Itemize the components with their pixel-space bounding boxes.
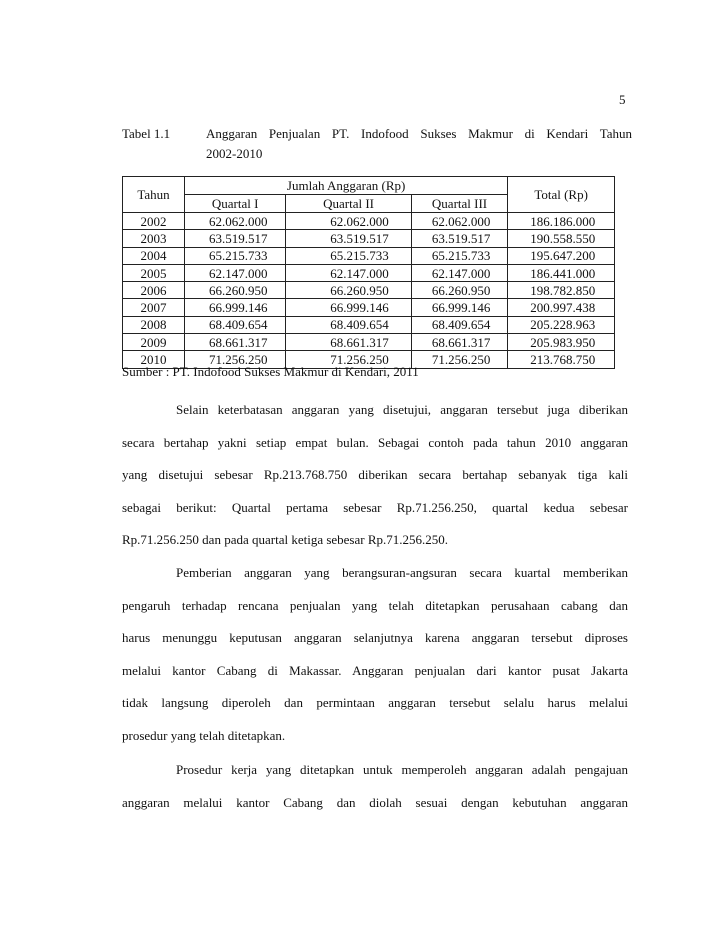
page-number: 5 — [619, 92, 626, 107]
cell-quarter-3: 71.256.250 — [411, 351, 507, 368]
paragraph-line: tidak langsung diperoleh dan permintaan anggaran tersebut selalu harus melalui — [122, 695, 628, 710]
cell-year: 2005 — [123, 264, 185, 281]
cell-year: 2010 — [123, 351, 185, 368]
header-total: Total (Rp) — [508, 177, 615, 213]
cell-quarter-3: 62.147.000 — [411, 264, 507, 281]
cell-quarter-3: 62.062.000 — [411, 213, 507, 230]
cell-total: 205.228.963 — [508, 316, 615, 333]
cell-total: 190.558.550 — [508, 230, 615, 247]
cell-year: 2008 — [123, 316, 185, 333]
table-row — [123, 334, 615, 351]
table-source-note: Sumber : PT. Indofood Sukses Makmur di Kendari, 2011 — [122, 364, 419, 379]
cell-quarter-2: 62.147.000 — [286, 264, 412, 281]
cell-quarter-3: 68.409.654 — [411, 316, 507, 333]
cell-quarter-1: 66.260.950 — [185, 282, 286, 299]
paragraph-2 — [122, 563, 628, 758]
cell-year: 2007 — [123, 299, 185, 316]
paragraph-line: prosedur yang telah ditetapkan. — [122, 727, 286, 743]
paragraph-line: Pemberian anggaran yang berangsuran-angsuran secara kuartal memberikan — [176, 565, 628, 580]
sales-budget-table — [122, 176, 615, 369]
cell-quarter-1: 62.147.000 — [185, 264, 286, 281]
cell-quarter-3: 63.519.517 — [411, 230, 507, 247]
cell-quarter-1: 68.661.317 — [185, 334, 286, 351]
cell-quarter-1: 71.256.250 — [185, 351, 286, 368]
table-row — [123, 247, 615, 264]
table-row — [123, 213, 615, 230]
paragraph-line: Prosedur kerja yang ditetapkan untuk memperoleh anggaran adalah pengajuan — [176, 762, 628, 777]
paragraph-line: Rp.71.256.250 dan pada quartal ketiga sebesar Rp.71.256.250. — [122, 532, 449, 547]
cell-quarter-2: 65.215.733 — [286, 247, 412, 264]
cell-year: 2006 — [123, 282, 185, 299]
header-year: Tahun — [123, 177, 185, 213]
cell-total: 186.441.000 — [508, 264, 615, 281]
paragraph-line: secara bertahap yakni setiap empat bulan. Sebagai contoh pada tahun 2010 anggaran — [122, 434, 628, 450]
cell-quarter-1: 66.999.146 — [185, 299, 286, 316]
cell-quarter-2: 68.661.317 — [286, 334, 412, 351]
cell-quarter-1: 65.215.733 — [185, 247, 286, 264]
cell-year: 2003 — [123, 230, 185, 247]
cell-quarter-2: 68.409.654 — [286, 316, 412, 333]
table-caption-label: Tabel 1.1 — [122, 126, 171, 141]
cell-total: 198.782.850 — [508, 282, 615, 299]
cell-total: 186.186.000 — [508, 213, 615, 230]
cell-total: 200.997.438 — [508, 299, 615, 316]
paragraph-line: harus menunggu keputusan anggaran selanjutnya karena anggaran tersebut diproses — [122, 630, 628, 645]
paragraph-line: yang disetujui sebesar Rp.213.768.750 diberikan secara bertahap sebanyak tiga kali — [122, 467, 628, 482]
cell-quarter-2: 62.062.000 — [286, 213, 412, 230]
paragraph-3 — [122, 760, 628, 825]
table-row — [123, 282, 615, 299]
table-row — [123, 316, 615, 333]
cell-quarter-2: 66.260.950 — [286, 282, 412, 299]
paragraph-1 — [122, 400, 628, 563]
cell-quarter-1: 63.519.517 — [185, 230, 286, 247]
table-row — [123, 230, 615, 247]
cell-quarter-1: 68.409.654 — [185, 316, 286, 333]
cell-year: 2009 — [123, 334, 185, 351]
cell-quarter-3: 68.661.317 — [411, 334, 507, 351]
paragraph-line: Selain keterbatasan anggaran yang disetujui, anggaran tersebut juga diberikan — [176, 402, 628, 417]
table-row — [123, 299, 615, 316]
cell-total: 205.983.950 — [508, 334, 615, 351]
paragraph-line: pengaruh terhadap rencana penjualan yang telah ditetapkan perusahaan cabang dan — [122, 597, 628, 613]
cell-quarter-2: 71.256.250 — [286, 351, 412, 368]
header-quarter-3: Quartal III — [411, 195, 507, 213]
cell-total: 213.768.750 — [508, 351, 615, 368]
cell-quarter-1: 62.062.000 — [185, 213, 286, 230]
paragraph-line: melalui kantor Cabang di Makassar. Anggaran penjualan dari kantor pusat Jakarta — [122, 662, 628, 678]
table-caption-text: Anggaran Penjualan PT. Indofood Sukses Makmur di Kendari Tahun — [206, 126, 632, 141]
cell-year: 2004 — [123, 247, 185, 264]
header-budget-group: Jumlah Anggaran (Rp) — [185, 177, 508, 195]
cell-quarter-2: 66.999.146 — [286, 299, 412, 316]
cell-year: 2002 — [123, 213, 185, 230]
header-quarter-2: Quartal II — [286, 195, 412, 213]
cell-quarter-3: 65.215.733 — [411, 247, 507, 264]
paragraph-line: anggaran melalui kantor Cabang dan diolah sesuai dengan kebutuhan anggaran — [122, 794, 628, 810]
cell-total: 195.647.200 — [508, 247, 615, 264]
cell-quarter-3: 66.999.146 — [411, 299, 507, 316]
table-row — [123, 264, 615, 281]
paragraph-line: sebagai berikut: Quartal pertama sebesar Rp.71.256.250, quartal kedua sebesar — [122, 499, 628, 515]
cell-quarter-2: 63.519.517 — [286, 230, 412, 247]
table-caption-years: 2002-2010 — [206, 146, 263, 161]
cell-quarter-3: 66.260.950 — [411, 282, 507, 299]
header-quarter-1: Quartal I — [185, 195, 286, 213]
